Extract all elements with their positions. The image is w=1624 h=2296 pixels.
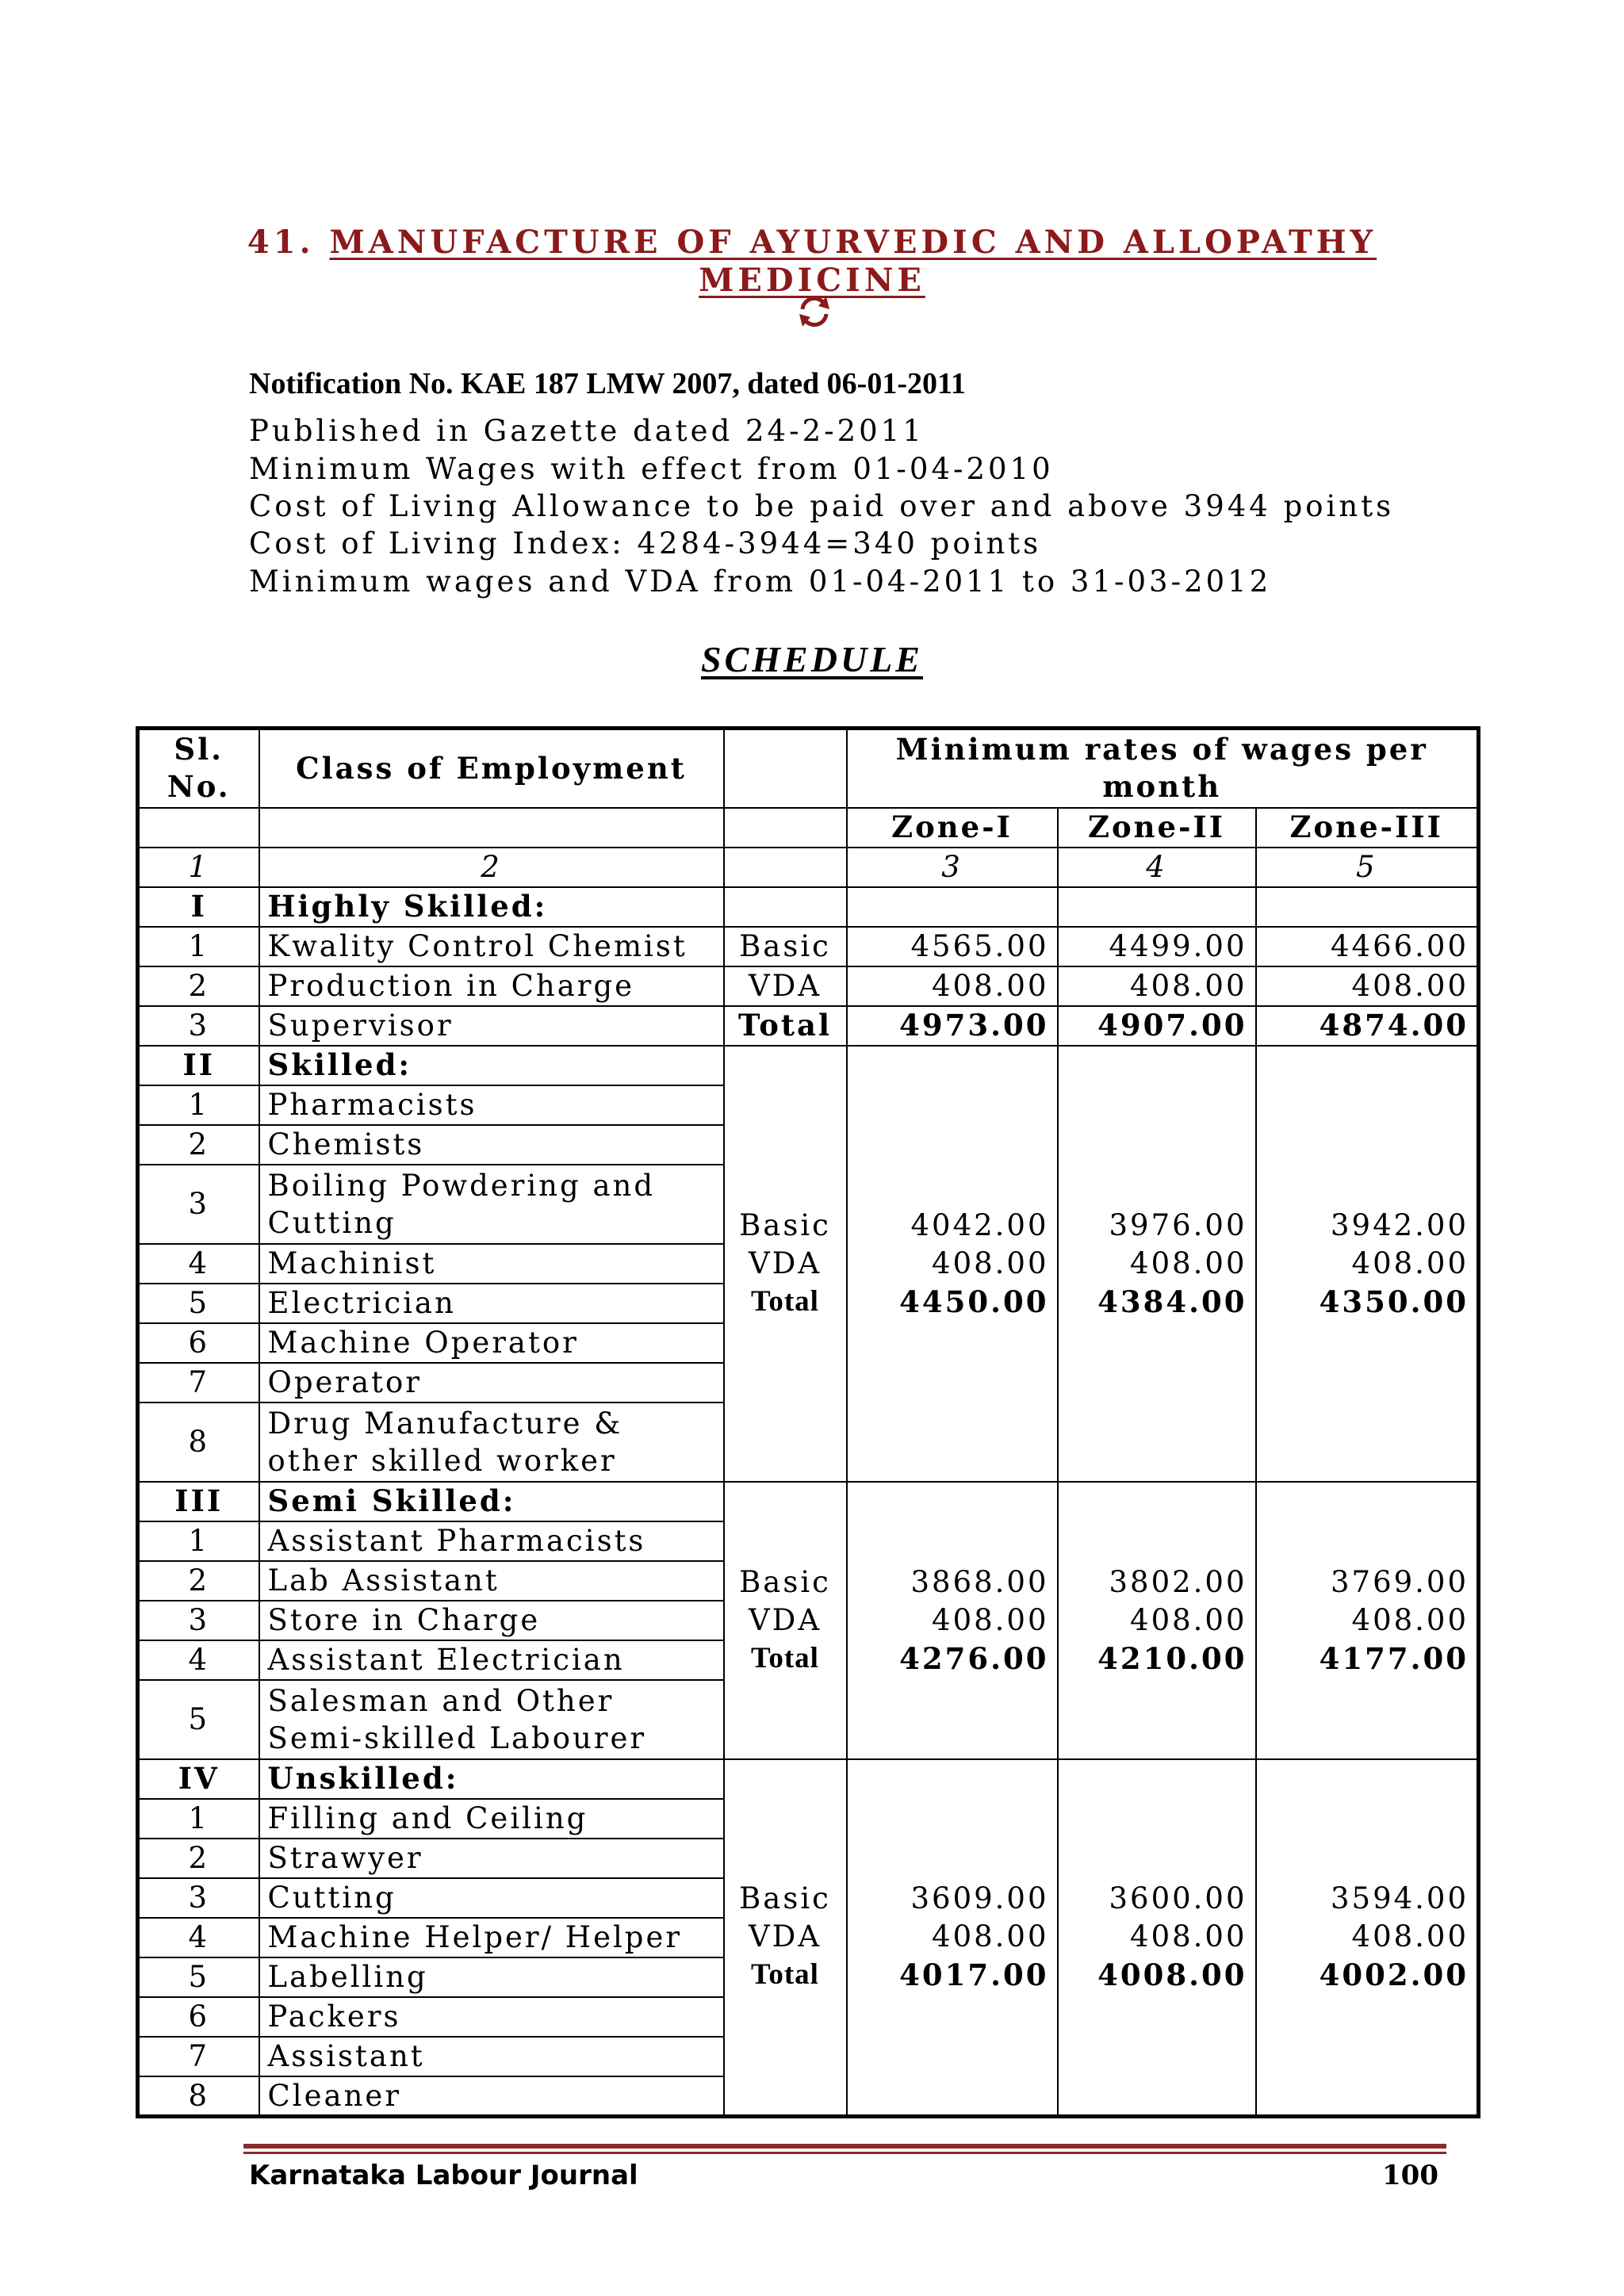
journal-name: Karnataka Labour Journal bbox=[249, 2160, 638, 2191]
rates-header: Minimum rates of wages per month bbox=[847, 729, 1479, 808]
basic-value: 3609.00 bbox=[910, 1881, 1049, 1915]
vda-value: 408.00 bbox=[1351, 1919, 1469, 1954]
basic-label: Basic bbox=[739, 1881, 831, 1915]
category-number: IV bbox=[138, 1759, 259, 1799]
category-number: III bbox=[138, 1482, 259, 1521]
basic-value: 3868.00 bbox=[910, 1564, 1049, 1599]
zone1-values bbox=[847, 1482, 1058, 1759]
item-label: Machine Helper/ Helper bbox=[259, 1918, 724, 1957]
item-label: Store in Charge bbox=[259, 1601, 724, 1640]
item-number: 5 bbox=[138, 1284, 259, 1323]
basic-value: 3769.00 bbox=[1330, 1564, 1469, 1599]
basic-value: 4466.00 bbox=[1256, 927, 1479, 966]
item-label: Salesman and Other Semi-skilled Labourer bbox=[259, 1680, 724, 1759]
item-label: Packers bbox=[259, 1997, 724, 2037]
blank-cell bbox=[724, 808, 847, 848]
category-number: I bbox=[138, 887, 259, 927]
category-row bbox=[138, 1482, 1479, 1521]
basic-label: Basic bbox=[739, 1207, 831, 1242]
item-number: 3 bbox=[138, 1006, 259, 1046]
vda-label: VDA bbox=[748, 1602, 822, 1637]
total-value: 4973.00 bbox=[847, 1006, 1058, 1046]
item-label: Assistant Pharmacists bbox=[259, 1521, 724, 1561]
zone2-header: Zone-II bbox=[1058, 808, 1256, 848]
blank-cell bbox=[1256, 887, 1479, 927]
item-number: 1 bbox=[138, 1799, 259, 1839]
vda-value: 408.00 bbox=[847, 966, 1058, 1006]
vda-value: 408.00 bbox=[1351, 1246, 1469, 1280]
basic-value: 3976.00 bbox=[1109, 1207, 1247, 1242]
rate-labels-cell bbox=[724, 1482, 847, 1759]
item-label: Machinist bbox=[259, 1244, 724, 1284]
zone3-header: Zone-III bbox=[1256, 808, 1479, 848]
vda-label: VDA bbox=[724, 966, 847, 1006]
total-label: Total bbox=[751, 1284, 819, 1318]
index-line: Cost of Living Index: 4284-3944=340 points bbox=[249, 526, 1042, 561]
basic-value: 4565.00 bbox=[847, 927, 1058, 966]
category-name: Skilled: bbox=[259, 1046, 724, 1085]
total-value: 4384.00 bbox=[1097, 1284, 1247, 1319]
item-number: 2 bbox=[138, 1839, 259, 1878]
basic-value: 3600.00 bbox=[1109, 1881, 1247, 1915]
total-label: Total bbox=[724, 1006, 847, 1046]
col-number: 4 bbox=[1058, 848, 1256, 887]
col-number: 1 bbox=[138, 848, 259, 887]
category-name: Unskilled: bbox=[259, 1759, 724, 1799]
item-label: Filling and Ceiling bbox=[259, 1799, 724, 1839]
title-text-line1: MANUFACTURE OF AYURVEDIC AND ALLOPATHY bbox=[329, 224, 1377, 261]
total-value: 4450.00 bbox=[899, 1284, 1049, 1319]
cola-line: Cost of Living Allowance to be paid over and above 3944 points bbox=[249, 489, 1395, 523]
item-label: Cleaner bbox=[259, 2076, 724, 2117]
col-number: 2 bbox=[259, 848, 724, 887]
item-number: 1 bbox=[138, 1521, 259, 1561]
zone2-values bbox=[1058, 1759, 1256, 2117]
item-number: 6 bbox=[138, 1997, 259, 2037]
item-label: Machine Operator bbox=[259, 1323, 724, 1363]
total-value: 4002.00 bbox=[1319, 1957, 1469, 1992]
vda-value: 408.00 bbox=[1058, 966, 1256, 1006]
table-body bbox=[138, 729, 1479, 2117]
effect-line: Minimum Wages with effect from 01-04-2010 bbox=[249, 452, 1054, 486]
total-label: Total bbox=[751, 1958, 819, 1991]
category-row bbox=[138, 1759, 1479, 1799]
blank-cell bbox=[724, 887, 847, 927]
footer-rule bbox=[243, 2144, 1446, 2149]
rate-labels-cell bbox=[724, 1759, 847, 2117]
col-number: 5 bbox=[1256, 848, 1479, 887]
blank-cell bbox=[138, 808, 259, 848]
total-value: 4008.00 bbox=[1097, 1957, 1247, 1992]
vda-value: 408.00 bbox=[1130, 1919, 1247, 1954]
item-label: Assistant Electrician bbox=[259, 1640, 724, 1680]
vda-value: 408.00 bbox=[1351, 1602, 1469, 1637]
item-number: 5 bbox=[138, 1957, 259, 1997]
item-label: Supervisor bbox=[259, 1006, 724, 1046]
item-number: 2 bbox=[138, 966, 259, 1006]
item-label: Kwality Control Chemist bbox=[259, 927, 724, 966]
vda-value: 408.00 bbox=[932, 1246, 1049, 1280]
rotate-arrows-icon bbox=[795, 292, 834, 331]
total-label: Total bbox=[751, 1641, 819, 1674]
vda-value: 408.00 bbox=[932, 1919, 1049, 1954]
total-value: 4210.00 bbox=[1097, 1640, 1247, 1676]
item-label: Drug Manufacture & other skilled worker bbox=[259, 1402, 724, 1482]
category-name: Semi Skilled: bbox=[259, 1482, 724, 1521]
header-row bbox=[138, 729, 1479, 808]
item-number: 7 bbox=[138, 1363, 259, 1402]
basic-value: 4042.00 bbox=[910, 1207, 1049, 1242]
vda-label: VDA bbox=[748, 1246, 822, 1280]
employment-row bbox=[138, 966, 1479, 1006]
item-number: 7 bbox=[138, 2037, 259, 2076]
notification-number: Notification No. KAE 187 LMW 2007, dated 06-01-2011 bbox=[249, 367, 966, 400]
item-number: 2 bbox=[138, 1561, 259, 1601]
basic-label: Basic bbox=[739, 1564, 831, 1599]
sl-no-header: Sl. No. bbox=[138, 729, 259, 808]
blank-cell bbox=[847, 887, 1058, 927]
item-label: Chemists bbox=[259, 1125, 724, 1165]
item-label: Strawyer bbox=[259, 1839, 724, 1878]
section-number: 41. bbox=[247, 224, 315, 261]
gazette-line: Published in Gazette dated 24-2-2011 bbox=[249, 414, 925, 448]
item-label: Lab Assistant bbox=[259, 1561, 724, 1601]
zone2-values bbox=[1058, 1482, 1256, 1759]
zone2-values bbox=[1058, 1046, 1256, 1482]
basic-value: 4499.00 bbox=[1058, 927, 1256, 966]
zone3-values bbox=[1256, 1759, 1479, 2117]
footer-rule-thin bbox=[243, 2152, 1446, 2154]
category-number: II bbox=[138, 1046, 259, 1085]
period-line: Minimum wages and VDA from 01-04-2011 to 31-03-2012 bbox=[249, 564, 1272, 599]
item-number: 8 bbox=[138, 2076, 259, 2117]
item-label: Pharmacists bbox=[259, 1085, 724, 1125]
rate-labels-cell bbox=[724, 1046, 847, 1482]
zone1-values bbox=[847, 1046, 1058, 1482]
item-number: 4 bbox=[138, 1244, 259, 1284]
item-number: 3 bbox=[138, 1165, 259, 1244]
item-number: 6 bbox=[138, 1323, 259, 1363]
basic-label: Basic bbox=[724, 927, 847, 966]
total-value: 4350.00 bbox=[1319, 1284, 1469, 1319]
basic-value: 3942.00 bbox=[1330, 1207, 1469, 1242]
zone3-values bbox=[1256, 1482, 1479, 1759]
item-label: Electrician bbox=[259, 1284, 724, 1323]
item-number: 5 bbox=[138, 1680, 259, 1759]
employment-row bbox=[138, 927, 1479, 966]
category-row bbox=[138, 887, 1479, 927]
zone1-values bbox=[847, 1759, 1058, 2117]
item-number: 3 bbox=[138, 1601, 259, 1640]
basic-value: 3594.00 bbox=[1330, 1881, 1469, 1915]
item-label: Production in Charge bbox=[259, 966, 724, 1006]
vda-value: 408.00 bbox=[932, 1602, 1049, 1637]
zone3-values bbox=[1256, 1046, 1479, 1482]
zone-header-row bbox=[138, 808, 1479, 848]
item-number: 4 bbox=[138, 1640, 259, 1680]
basic-value: 3802.00 bbox=[1109, 1564, 1247, 1599]
col-number: 3 bbox=[847, 848, 1058, 887]
vda-value: 408.00 bbox=[1256, 966, 1479, 1006]
total-value: 4017.00 bbox=[899, 1957, 1049, 1992]
wage-schedule-table bbox=[136, 726, 1480, 2118]
item-number: 1 bbox=[138, 1085, 259, 1125]
blank-cell bbox=[1058, 887, 1256, 927]
zone1-header: Zone-I bbox=[847, 808, 1058, 848]
blank-cell bbox=[259, 808, 724, 848]
page-number: 100 bbox=[1382, 2160, 1438, 2191]
vda-label: VDA bbox=[748, 1919, 822, 1954]
item-number: 1 bbox=[138, 927, 259, 966]
schedule-title: SCHEDULE bbox=[701, 639, 923, 679]
document-title-line1 bbox=[0, 224, 1624, 261]
blank-header bbox=[724, 729, 847, 808]
blank-cell bbox=[724, 848, 847, 887]
total-value: 4177.00 bbox=[1319, 1640, 1469, 1676]
employment-row bbox=[138, 1006, 1479, 1046]
item-label: Cutting bbox=[259, 1878, 724, 1918]
item-number: 3 bbox=[138, 1878, 259, 1918]
category-name: Highly Skilled: bbox=[259, 887, 724, 927]
item-label: Assistant bbox=[259, 2037, 724, 2076]
item-label: Labelling bbox=[259, 1957, 724, 1997]
vda-value: 408.00 bbox=[1130, 1246, 1247, 1280]
item-number: 4 bbox=[138, 1918, 259, 1957]
total-value: 4907.00 bbox=[1058, 1006, 1256, 1046]
total-value: 4276.00 bbox=[899, 1640, 1049, 1676]
item-number: 8 bbox=[138, 1402, 259, 1482]
item-label: Boiling Powdering and Cutting bbox=[259, 1165, 724, 1244]
item-number: 2 bbox=[138, 1125, 259, 1165]
category-row bbox=[138, 1046, 1479, 1085]
class-header: Class of Employment bbox=[259, 729, 724, 808]
title-text-line2: MEDICINE bbox=[699, 262, 925, 299]
item-label: Operator bbox=[259, 1363, 724, 1402]
total-value: 4874.00 bbox=[1256, 1006, 1479, 1046]
column-number-row bbox=[138, 848, 1479, 887]
vda-value: 408.00 bbox=[1130, 1602, 1247, 1637]
